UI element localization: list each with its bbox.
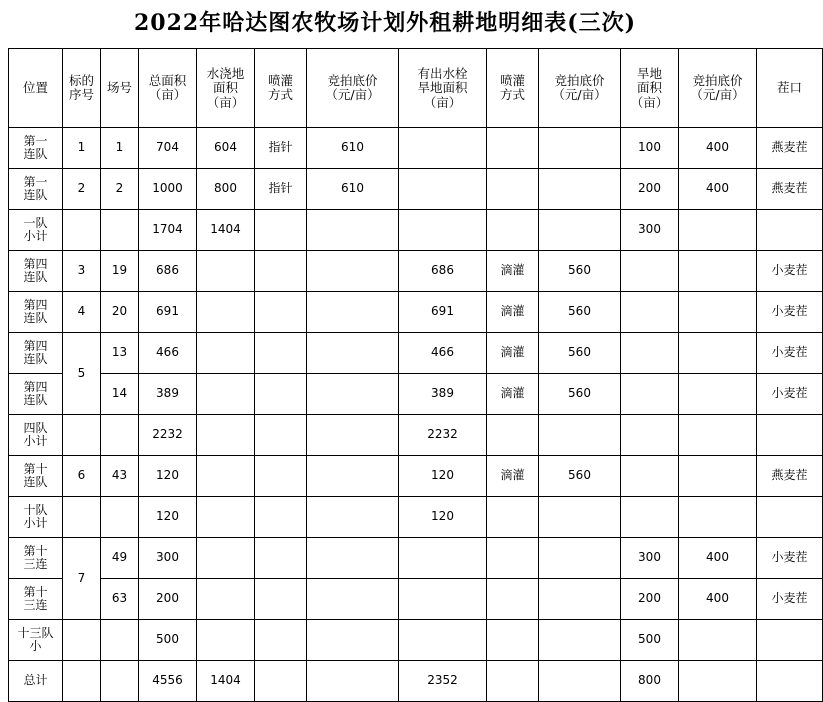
- cell-crop: [757, 210, 823, 251]
- cell-crop: [757, 415, 823, 456]
- cell-spray-mode-2: 滴灌: [487, 292, 539, 333]
- cell-irrigated-area: 604: [197, 128, 255, 169]
- cell-sequence: 5: [63, 333, 101, 415]
- cell-price-2: [539, 620, 621, 661]
- cell-position: 第一 连队: [9, 128, 63, 169]
- cell-dry-area: [621, 333, 679, 374]
- cell-spray-mode-2: 滴灌: [487, 456, 539, 497]
- cell-dry-area: 300: [621, 538, 679, 579]
- column-header-position: 位置: [9, 49, 63, 128]
- cell-price-2: 560: [539, 456, 621, 497]
- table-header: [9, 49, 823, 128]
- cell-hydrant-dry-area: [399, 128, 487, 169]
- column-header-crop: 茬口: [757, 49, 823, 128]
- cell-price-2: [539, 415, 621, 456]
- cell-price-2: [539, 169, 621, 210]
- column-header-price-2: 竞拍底价 （元/亩）: [539, 49, 621, 128]
- cell-dry-area: [621, 374, 679, 415]
- cell-spray-mode-2: [487, 128, 539, 169]
- cell-spray-mode-1: [255, 415, 307, 456]
- cell-sequence: 6: [63, 456, 101, 497]
- cell-price-1: 610: [307, 128, 399, 169]
- table-row: [9, 251, 823, 292]
- cell-crop: 小麦茬: [757, 292, 823, 333]
- cell-spray-mode-1: [255, 620, 307, 661]
- cell-spray-mode-1: [255, 579, 307, 620]
- cell-irrigated-area: [197, 292, 255, 333]
- cell-sequence: [63, 415, 101, 456]
- cell-sequence: [63, 497, 101, 538]
- cell-price-1: [307, 292, 399, 333]
- cell-sequence: 2: [63, 169, 101, 210]
- cell-dry-area: 200: [621, 579, 679, 620]
- cell-crop: 燕麦茬: [757, 456, 823, 497]
- rental-land-detail-table: [8, 48, 823, 702]
- cell-total-area: 389: [139, 374, 197, 415]
- cell-position: 第十 三连: [9, 538, 63, 579]
- cell-sequence: 4: [63, 292, 101, 333]
- cell-spray-mode-1: [255, 251, 307, 292]
- cell-sequence: [63, 661, 101, 702]
- table-row: [9, 374, 823, 415]
- cell-price-3: [679, 415, 757, 456]
- cell-field-no: 13: [101, 333, 139, 374]
- cell-crop: 燕麦茬: [757, 128, 823, 169]
- table-row: [9, 579, 823, 620]
- column-header-dry-area: 旱地 面积 （亩）: [621, 49, 679, 128]
- cell-price-1: 610: [307, 169, 399, 210]
- cell-sequence: [63, 620, 101, 661]
- cell-spray-mode-1: [255, 456, 307, 497]
- cell-spray-mode-1: [255, 497, 307, 538]
- cell-hydrant-dry-area: 691: [399, 292, 487, 333]
- cell-spray-mode-1: [255, 292, 307, 333]
- cell-spray-mode-2: [487, 661, 539, 702]
- cell-crop: 小麦茬: [757, 538, 823, 579]
- cell-price-1: [307, 251, 399, 292]
- cell-position: 第四 连队: [9, 292, 63, 333]
- cell-dry-area: [621, 456, 679, 497]
- cell-total-area: 4556: [139, 661, 197, 702]
- cell-field-no: [101, 620, 139, 661]
- cell-dry-area: [621, 292, 679, 333]
- table-row: [9, 169, 823, 210]
- cell-crop: [757, 497, 823, 538]
- cell-total-area: 466: [139, 333, 197, 374]
- cell-total-area: 686: [139, 251, 197, 292]
- cell-field-no: 63: [101, 579, 139, 620]
- cell-spray-mode-1: [255, 661, 307, 702]
- cell-irrigated-area: [197, 251, 255, 292]
- cell-total-area: 2232: [139, 415, 197, 456]
- cell-price-3: 400: [679, 538, 757, 579]
- cell-irrigated-area: [197, 456, 255, 497]
- cell-crop: 小麦茬: [757, 251, 823, 292]
- cell-price-3: [679, 333, 757, 374]
- cell-crop: 燕麦茬: [757, 169, 823, 210]
- cell-sequence: [63, 210, 101, 251]
- cell-hydrant-dry-area: 466: [399, 333, 487, 374]
- table-row-subtotal: [9, 210, 823, 251]
- cell-spray-mode-1: [255, 374, 307, 415]
- cell-dry-area: 800: [621, 661, 679, 702]
- cell-sequence: 7: [63, 538, 101, 620]
- cell-field-no: 2: [101, 169, 139, 210]
- table-row-subtotal: [9, 415, 823, 456]
- cell-sequence: 3: [63, 251, 101, 292]
- column-header-spray-mode-1: 喷灌 方式: [255, 49, 307, 128]
- cell-hydrant-dry-area: [399, 579, 487, 620]
- cell-price-3: 400: [679, 128, 757, 169]
- table-row-subtotal: [9, 620, 823, 661]
- cell-field-no: 43: [101, 456, 139, 497]
- cell-total-area: 120: [139, 456, 197, 497]
- cell-spray-mode-1: [255, 538, 307, 579]
- cell-hydrant-dry-area: [399, 169, 487, 210]
- cell-total-area: 300: [139, 538, 197, 579]
- cell-price-3: [679, 251, 757, 292]
- cell-spray-mode-2: [487, 579, 539, 620]
- cell-field-no: [101, 415, 139, 456]
- table-row-subtotal: [9, 497, 823, 538]
- cell-dry-area: [621, 497, 679, 538]
- cell-position: 第十 三连: [9, 579, 63, 620]
- cell-position: 十队 小计: [9, 497, 63, 538]
- column-header-spray-mode-2: 喷灌 方式: [487, 49, 539, 128]
- cell-spray-mode-1: [255, 210, 307, 251]
- cell-irrigated-area: [197, 538, 255, 579]
- cell-spray-mode-2: 滴灌: [487, 251, 539, 292]
- cell-spray-mode-2: 滴灌: [487, 374, 539, 415]
- cell-field-no: 14: [101, 374, 139, 415]
- cell-position: 第一 连队: [9, 169, 63, 210]
- cell-irrigated-area: 800: [197, 169, 255, 210]
- cell-total-area: 1704: [139, 210, 197, 251]
- column-header-sequence: 标的 序号: [63, 49, 101, 128]
- cell-position: 第十 连队: [9, 456, 63, 497]
- cell-price-3: 400: [679, 169, 757, 210]
- cell-sequence: 1: [63, 128, 101, 169]
- cell-hydrant-dry-area: 2352: [399, 661, 487, 702]
- cell-hydrant-dry-area: 2232: [399, 415, 487, 456]
- column-header-total-area: 总面积 （亩）: [139, 49, 197, 128]
- cell-hydrant-dry-area: [399, 538, 487, 579]
- cell-field-no: 19: [101, 251, 139, 292]
- cell-price-3: [679, 292, 757, 333]
- cell-spray-mode-2: [487, 497, 539, 538]
- column-header-field-no: 场号: [101, 49, 139, 128]
- cell-hydrant-dry-area: [399, 620, 487, 661]
- cell-hydrant-dry-area: 120: [399, 456, 487, 497]
- cell-price-1: [307, 661, 399, 702]
- cell-field-no: [101, 497, 139, 538]
- cell-crop: [757, 661, 823, 702]
- cell-price-3: [679, 497, 757, 538]
- cell-spray-mode-2: [487, 169, 539, 210]
- column-header-hydrant-dry-area: 有出水栓 旱地面积 （亩）: [399, 49, 487, 128]
- cell-field-no: 49: [101, 538, 139, 579]
- table-row: [9, 333, 823, 374]
- cell-field-no: [101, 661, 139, 702]
- cell-hydrant-dry-area: 120: [399, 497, 487, 538]
- cell-price-2: [539, 210, 621, 251]
- cell-price-1: [307, 333, 399, 374]
- cell-total-area: 500: [139, 620, 197, 661]
- cell-total-area: 704: [139, 128, 197, 169]
- column-header-price-1: 竞拍底价 （元/亩）: [307, 49, 399, 128]
- cell-position: 四队 小计: [9, 415, 63, 456]
- cell-position: 总计: [9, 661, 63, 702]
- cell-price-1: [307, 538, 399, 579]
- cell-total-area: 120: [139, 497, 197, 538]
- cell-field-no: [101, 210, 139, 251]
- cell-price-1: [307, 579, 399, 620]
- cell-irrigated-area: 1404: [197, 210, 255, 251]
- table-row: [9, 128, 823, 169]
- cell-crop: 小麦茬: [757, 579, 823, 620]
- cell-price-2: [539, 538, 621, 579]
- cell-spray-mode-2: [487, 210, 539, 251]
- page-title: 2022年哈达图农牧场计划外租耕地明细表(三次): [133, 10, 637, 36]
- cell-spray-mode-2: [487, 415, 539, 456]
- cell-irrigated-area: [197, 497, 255, 538]
- cell-spray-mode-2: 滴灌: [487, 333, 539, 374]
- cell-price-2: 560: [539, 251, 621, 292]
- cell-price-1: [307, 210, 399, 251]
- cell-price-2: [539, 661, 621, 702]
- cell-dry-area: [621, 251, 679, 292]
- cell-total-area: 1000: [139, 169, 197, 210]
- cell-position: 十三队 小: [9, 620, 63, 661]
- cell-position: 第四 连队: [9, 333, 63, 374]
- cell-position: 一队 小计: [9, 210, 63, 251]
- cell-irrigated-area: [197, 374, 255, 415]
- cell-hydrant-dry-area: [399, 210, 487, 251]
- table-row: [9, 538, 823, 579]
- cell-price-1: [307, 620, 399, 661]
- cell-total-area: 200: [139, 579, 197, 620]
- cell-price-3: 400: [679, 579, 757, 620]
- cell-spray-mode-1: 指针: [255, 128, 307, 169]
- cell-crop: [757, 620, 823, 661]
- cell-irrigated-area: 1404: [197, 661, 255, 702]
- table-row-total: [9, 661, 823, 702]
- cell-price-3: [679, 374, 757, 415]
- cell-total-area: 691: [139, 292, 197, 333]
- cell-price-1: [307, 456, 399, 497]
- column-header-irrigated-area: 水浇地 面积 （亩）: [197, 49, 255, 128]
- cell-dry-area: 100: [621, 128, 679, 169]
- cell-price-2: 560: [539, 333, 621, 374]
- cell-spray-mode-2: [487, 538, 539, 579]
- cell-field-no: 20: [101, 292, 139, 333]
- cell-price-3: [679, 620, 757, 661]
- cell-price-2: [539, 128, 621, 169]
- cell-spray-mode-1: 指针: [255, 169, 307, 210]
- cell-spray-mode-1: [255, 333, 307, 374]
- cell-price-2: 560: [539, 292, 621, 333]
- cell-field-no: 1: [101, 128, 139, 169]
- cell-dry-area: 500: [621, 620, 679, 661]
- cell-position: 第四 连队: [9, 374, 63, 415]
- cell-irrigated-area: [197, 620, 255, 661]
- cell-irrigated-area: [197, 415, 255, 456]
- cell-price-1: [307, 497, 399, 538]
- cell-irrigated-area: [197, 333, 255, 374]
- cell-hydrant-dry-area: 686: [399, 251, 487, 292]
- column-header-price-3: 竞拍底价 （元/亩）: [679, 49, 757, 128]
- table-body: [9, 128, 823, 702]
- cell-position: 第四 连队: [9, 251, 63, 292]
- cell-crop: 小麦茬: [757, 374, 823, 415]
- cell-price-2: [539, 497, 621, 538]
- cell-dry-area: 200: [621, 169, 679, 210]
- cell-crop: 小麦茬: [757, 333, 823, 374]
- cell-price-2: [539, 579, 621, 620]
- cell-dry-area: [621, 415, 679, 456]
- table-row: [9, 292, 823, 333]
- cell-price-3: [679, 210, 757, 251]
- cell-price-1: [307, 374, 399, 415]
- cell-price-1: [307, 415, 399, 456]
- cell-dry-area: 300: [621, 210, 679, 251]
- table-row: [9, 456, 823, 497]
- cell-price-2: 560: [539, 374, 621, 415]
- cell-price-3: [679, 456, 757, 497]
- cell-hydrant-dry-area: 389: [399, 374, 487, 415]
- cell-irrigated-area: [197, 579, 255, 620]
- cell-price-3: [679, 661, 757, 702]
- header-row: [9, 49, 823, 128]
- cell-spray-mode-2: [487, 620, 539, 661]
